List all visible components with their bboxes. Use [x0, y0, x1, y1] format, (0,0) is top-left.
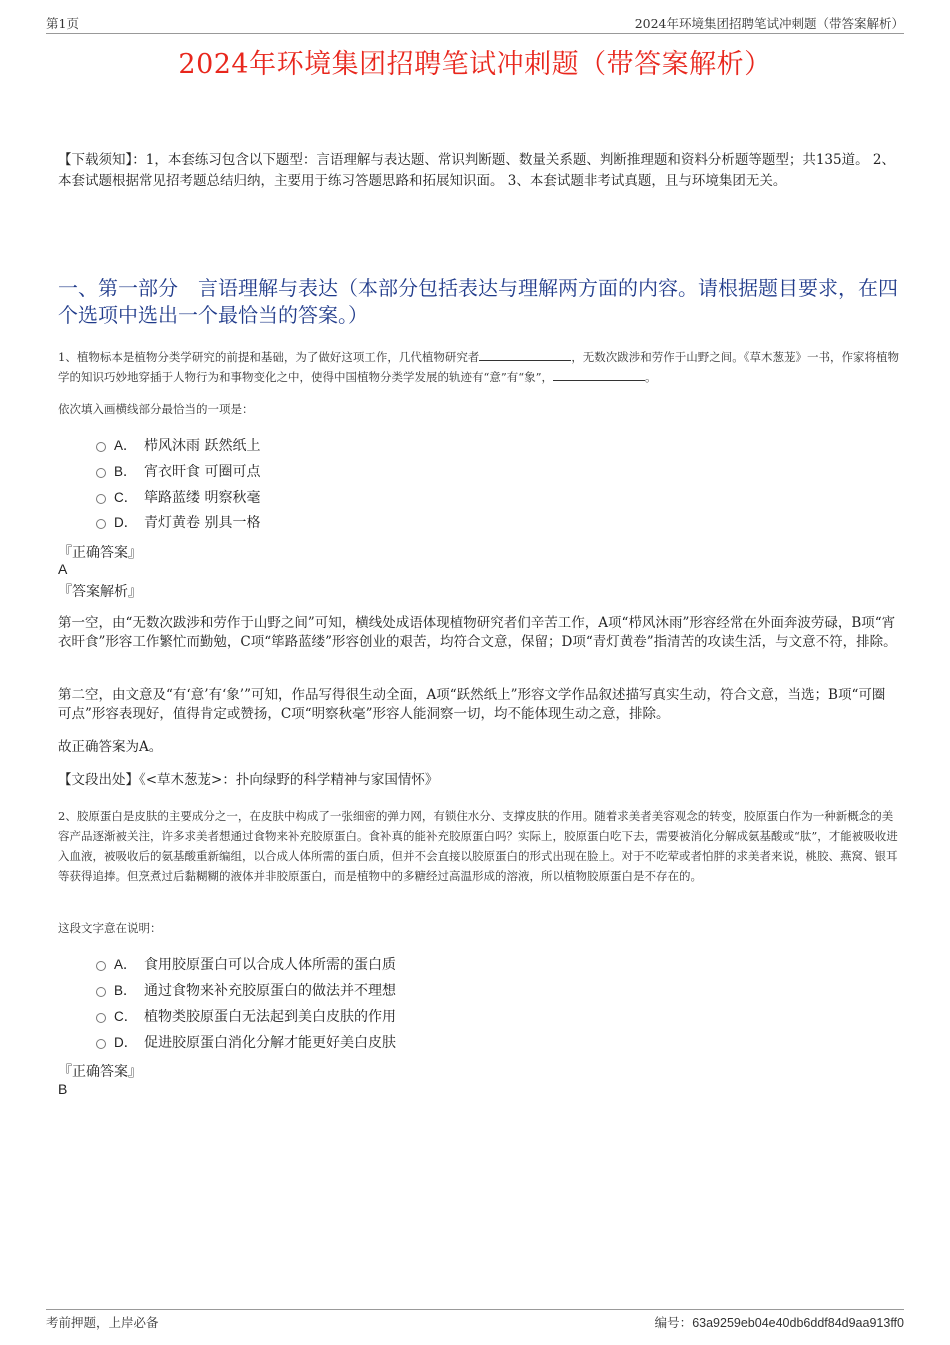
analysis-conclusion: 故正确答案为A。: [58, 739, 163, 755]
fill-blank-1: [479, 347, 571, 361]
question-2-prompt: 这段文字意在说明：: [58, 921, 162, 935]
question-1-prompt: 依次填入画横线部分最恰当的一项是：: [58, 402, 254, 416]
question-1-stem: 1、植物标本是植物分类学研究的前提和基础，为了做好这项工作，几代植物研究者 ，无数次跋涉和劳作于山野之间。《草木葱茏》一书，作家将植物学的知识巧妙地穿插于人物行为和事物变化之中，使得中国植物分类学发展的轨迹有“意”有“象”， 。: [58, 347, 900, 387]
page-footer: [46, 1313, 904, 1331]
radio-icon[interactable]: [96, 468, 106, 478]
analysis-paragraph-1: 第一空，由“无数次跋涉和劳作于山野之间”可知，横线处成语体现植物研究者们辛苦工作，A项“栉风沐雨”形容经常在外面奔波劳碌，B项“宵衣旰食”形容工作繁忙而勤勉，C项“筚路蓝缕”形容创业的艰苦，均符合文意，保留；D项“青灯黄卷”指清苦的攻读生活，与文意不符，排除。: [58, 615, 897, 650]
page-number: 第1页: [46, 16, 79, 31]
analysis-paragraph-2: 第二空，由文意及“有‘意’有‘象’”可知，作品写得很生动全面，A项“跃然纸上”形容文学作品叙述描写真实生动，符合文意，当选；B项“可圈可点”形容表现好，值得肯定或赞扬，C项“明察秋毫”形容人能洞察一切，均不能体现生动之意，排除。: [58, 687, 886, 722]
radio-icon[interactable]: [96, 961, 106, 971]
analysis-label: 『答案解析』: [58, 584, 142, 600]
radio-icon[interactable]: [96, 519, 106, 529]
footer-slogan: 考前押题，上岸必备: [46, 1315, 159, 1330]
question-2-option-a[interactable]: A． 食用胶原蛋白可以合成人体所需的蛋白质: [96, 955, 396, 975]
correct-answer-label: 『正确答案』: [58, 1064, 142, 1080]
question-1-option-b[interactable]: B． 宵衣旰食 可圈可点: [96, 462, 260, 482]
radio-icon[interactable]: [96, 494, 106, 504]
correct-answer-label: 『正确答案』: [58, 545, 142, 561]
radio-icon[interactable]: [96, 1039, 106, 1049]
header-divider: [46, 33, 904, 34]
question-1-option-d[interactable]: D． 青灯黄卷 别具一格: [96, 513, 260, 533]
question-2-option-b[interactable]: B． 通过食物来补充胶原蛋白的做法并不理想: [96, 981, 396, 1001]
section-heading: 一、第一部分 言语理解与表达（本部分包括表达与理解两方面的内容。请根据题目要求，在四个选项中选出一个最恰当的答案。）: [58, 276, 898, 327]
question-2-stem: 2、胶原蛋白是皮肤的主要成分之一，在皮肤中构成了一张细密的弹力网，有锁住水分、支撑皮肤的作用。随着求美者美容观念的转变，胶原蛋白作为一种新概念的美容产品逐渐被关注，许多求美者想通过食物来补充胶原蛋白。食补真的能补充胶原蛋白吗？实际上，胶原蛋白吃下去，需要被消化分解成氨基酸或“肽”，才能被吸收进入血液，被吸收后的氨基酸重新编组，以合成人体所需的蛋白质，但并不会直接以胶原蛋白的形式出现在脸上。对于不吃荤或者怕胖的求美者来说，桃胶、燕窝、银耳等获得追捧。但烹煮过后黏糊糊的液体并非胶原蛋白，而是植物中的多糖经过高温形成的溶液，所以植物胶原蛋白是不存在的。: [58, 809, 898, 883]
radio-icon[interactable]: [96, 987, 106, 997]
question-2-option-c[interactable]: C． 植物类胶原蛋白无法起到美白皮肤的作用: [96, 1007, 396, 1027]
passage-source: 【文段出处】《<草木葱茏>：扑向绿野的科学精神与家国情怀》: [58, 772, 439, 788]
download-notice: 【下载须知】：1，本套练习包含以下题型：言语理解与表达题、常识判断题、数量关系题、判断推理题和资料分析题等题型；共135道。 2、本套试题根据常见招考题总结归纳，主要用于练习答题思路和拓展知识面。 3、本套试题非考试真题，且与环境集团无关。: [58, 152, 895, 189]
question-2-option-d[interactable]: D． 促进胶原蛋白消化分解才能更好美白皮肤: [96, 1033, 396, 1053]
fill-blank-2: [553, 367, 645, 381]
radio-icon[interactable]: [96, 1013, 106, 1023]
correct-answer-value: B: [58, 1081, 68, 1097]
footer-divider: [46, 1309, 904, 1310]
question-1-option-c[interactable]: C． 筚路蓝缕 明察秋毫: [96, 488, 260, 508]
question-1-option-a[interactable]: A． 栉风沐雨 跃然纸上: [96, 436, 260, 456]
page-title: 2024年环境集团招聘笔试冲刺题（带答案解析）: [178, 49, 772, 80]
radio-icon[interactable]: [96, 442, 106, 452]
page-header: [46, 14, 904, 32]
header-doc-title: 2024年环境集团招聘笔试冲刺题（带答案解析）: [634, 16, 904, 31]
correct-answer-value: A: [58, 561, 68, 577]
document-code: 编号：63a9259eb04e40db6ddf84d9aa913ff0: [654, 1315, 904, 1330]
